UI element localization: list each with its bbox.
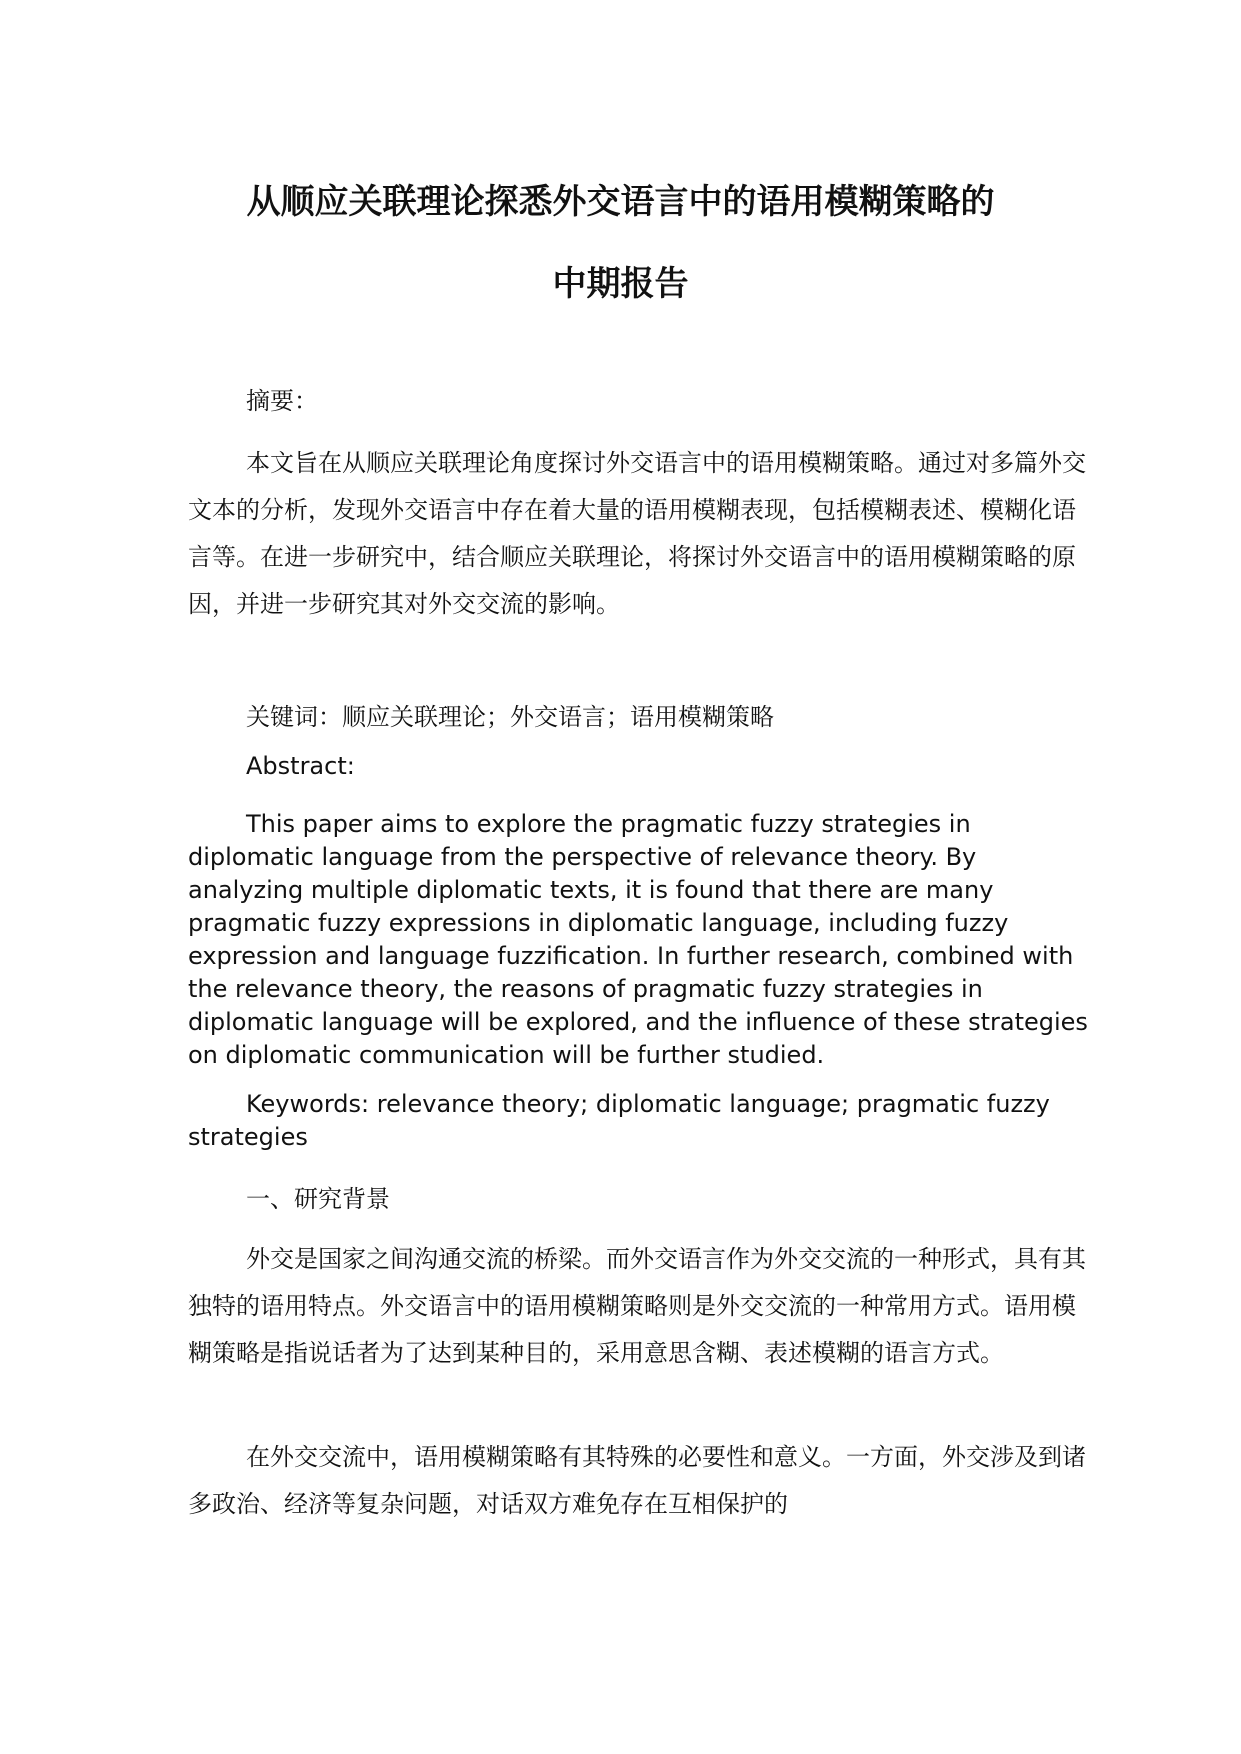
keywords-en: Keywords: relevance theory; diplomatic language; pragmatic fuzzy strategies xyxy=(188,1090,1050,1151)
keywords-cn: 关键词：顺应关联理论；外交语言；语用模糊策略 xyxy=(246,703,774,731)
document-title-line2: 中期报告 xyxy=(552,264,689,304)
abstract-en-paragraph: This paper aims to explore the pragmatic fuzzy strategies in diplomatic language from the perspective of relevance theory. By analyzing multiple diplomatic texts, it is found that there are many pragmatic fuzzy expressions in diplomatic language, including fuzzy expression and language fuzzification. In further research, combined with the relevance theory, the reasons of pragmatic fuzzy strategies in diplomatic language will be explored, and the influence of these strategies on diplomatic communication will be further studied. xyxy=(188,810,1088,1069)
abstract-cn-label: 摘要： xyxy=(246,387,318,415)
abstract-cn-paragraph: 本文旨在从顺应关联理论角度探讨外交语言中的语用模糊策略。通过对多篇外交文本的分析，发现外交语言中存在着大量的语用模糊表现，包括模糊表述、模糊化语言等。在进一步研究中，结合顺应关联理论，将探讨外交语言中的语用模糊策略的原因，并进一步研究其对外交交流的影响。 xyxy=(188,449,1086,618)
section-paragraph: 外交是国家之间沟通交流的桥梁。而外交语言作为外交交流的一种形式，具有其独特的语用特点。外交语言中的语用模糊策略则是外交交流的一种常用方式。语用模糊策略是指说话者为了达到某种目的，采用意思含糊、表述模糊的语言方式。 xyxy=(188,1245,1086,1367)
section-heading: 一、研究背景 xyxy=(246,1185,390,1213)
document-title-line1: 从顺应关联理论探悉外交语言中的语用模糊策略的 xyxy=(246,182,995,222)
abstract-en-label: Abstract: xyxy=(246,752,355,780)
section-paragraph: 在外交交流中，语用模糊策略有其特殊的必要性和意义。一方面，外交涉及到诸多政治、经济等复杂问题，对话双方难免存在互相保护的 xyxy=(188,1443,1086,1518)
